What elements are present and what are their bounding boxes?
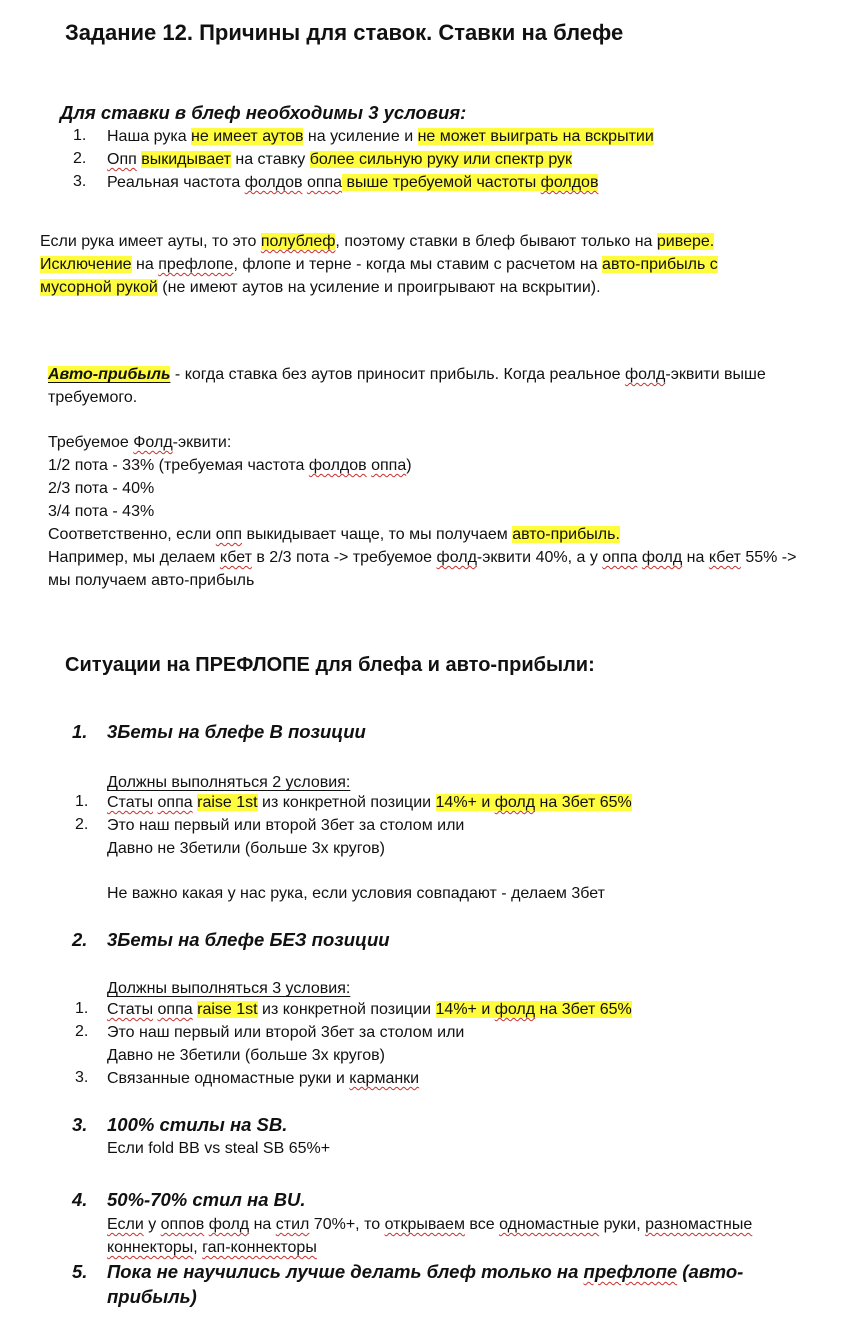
situation-2-condition-3: Связанные одномастные руки и карманки — [107, 1070, 420, 1087]
list-number: 1. — [75, 1000, 89, 1017]
situation-4-line-1: Если у оппов фолд на стил 70%+, то открываем все одномастные руки, разномастные — [107, 1216, 753, 1233]
situation-1-condition-2a: Это наш первый или второй 3бет за столом или — [107, 817, 465, 834]
condition-3: Реальная частота фолдов оппа выше требуемой частоты фолдов — [107, 174, 599, 191]
autoprofit-line-3: Соответственно, если опп выкидывает чаще, то мы получаем авто-прибыль. — [48, 526, 620, 543]
section-number: 4. — [72, 1189, 88, 1210]
autoprofit-line-1: Авто-прибыль - когда ставка без аутов приносит прибыль. Когда реальное фолд-эквити выше — [48, 366, 766, 383]
section-number: 3. — [72, 1114, 88, 1135]
autoprofit-line-4: Например, мы делаем кбет в 2/3 пота -> требуемое фолд-эквити 40%, а у оппа фолд на кбет 55% -> — [48, 549, 797, 566]
semibluff-line-2: Исключение на префлопе, флопе и терне - когда мы ставим с расчетом на авто-прибыль с — [40, 256, 718, 273]
fold-equity-two-thirds: 2/3 пота - 40% — [48, 480, 155, 497]
list-number: 3. — [75, 1069, 89, 1086]
autoprofit-line-2: требуемого. — [48, 389, 138, 406]
situation-5-title-1: Пока не научились лучше делать блеф только на префлопе (авто- — [107, 1261, 744, 1282]
section-number: 1. — [72, 721, 88, 742]
fold-equity-half: 1/2 пота - 33% (требуемая частота фолдов оппа) — [48, 457, 412, 474]
list-number: 2. — [75, 1023, 89, 1040]
conditions-heading: Для ставки в блеф необходимы 3 условия: — [60, 102, 467, 123]
preflop-heading: Ситуации на ПРЕФЛОПЕ для блефа и авто-прибыли: — [65, 654, 595, 676]
situation-2-title: 3Беты на блефе БЕЗ позиции — [107, 929, 390, 950]
condition-1: Наша рука не имеет аутов на усиление и не может выиграть на вскрытии — [107, 128, 654, 145]
list-number: 1. — [73, 127, 87, 144]
list-number: 3. — [73, 173, 87, 190]
situation-4-title: 50%-70% стил на BU. — [107, 1189, 306, 1210]
situation-1-conditions: Должны выполняться 2 условия: — [107, 774, 351, 791]
page-title: Задание 12. Причины для ставок. Ставки на блефе — [65, 20, 624, 45]
situation-2-condition-1: Статы оппа raise 1st из конкретной позиции 14%+ и фолд на 3бет 65% — [107, 1001, 632, 1018]
situation-3-text: Если fold BB vs steal SB 65%+ — [107, 1140, 331, 1157]
autoprofit-line-5: мы получаем авто-прибыль — [48, 572, 255, 589]
situation-4-line-2: коннекторы, гап-коннекторы — [107, 1239, 317, 1256]
list-number: 2. — [73, 150, 87, 167]
situation-1-condition-1: Статы оппа raise 1st из конкретной позиции 14%+ и фолд на 3бет 65% — [107, 794, 632, 811]
situation-1-condition-2b: Давно не 3бетили (больше 3х кругов) — [107, 840, 385, 857]
semibluff-line-1: Если рука имеет ауты, то это полублеф, поэтому ставки в блеф бывают только на ривере. — [40, 233, 715, 250]
list-number: 2. — [75, 816, 89, 833]
situation-2-conditions: Должны выполняться 3 условия: — [107, 980, 351, 997]
situation-3-title: 100% стилы на SB. — [107, 1114, 288, 1135]
section-number: 5. — [72, 1261, 88, 1282]
semibluff-line-3: мусорной рукой (не имеют аутов на усиление и проигрывают на вскрытии). — [40, 279, 601, 296]
situation-1-title: 3Беты на блефе В позиции — [107, 721, 366, 742]
situation-5-title-2: прибыль) — [107, 1286, 197, 1307]
section-number: 2. — [72, 929, 88, 950]
situation-2-condition-2a: Это наш первый или второй 3бет за столом или — [107, 1024, 465, 1041]
condition-2: Опп выкидывает на ставку более сильную руку или спектр рук — [107, 151, 573, 168]
situation-2-condition-2b: Давно не 3бетили (больше 3х кругов) — [107, 1047, 385, 1064]
fold-equity-three-quarters: 3/4 пота - 43% — [48, 503, 155, 520]
fold-equity-title: Требуемое Фолд-эквити: — [48, 434, 232, 451]
situation-1-note: Не важно какая у нас рука, если условия совпадают - делаем 3бет — [107, 885, 605, 902]
list-number: 1. — [75, 793, 89, 810]
